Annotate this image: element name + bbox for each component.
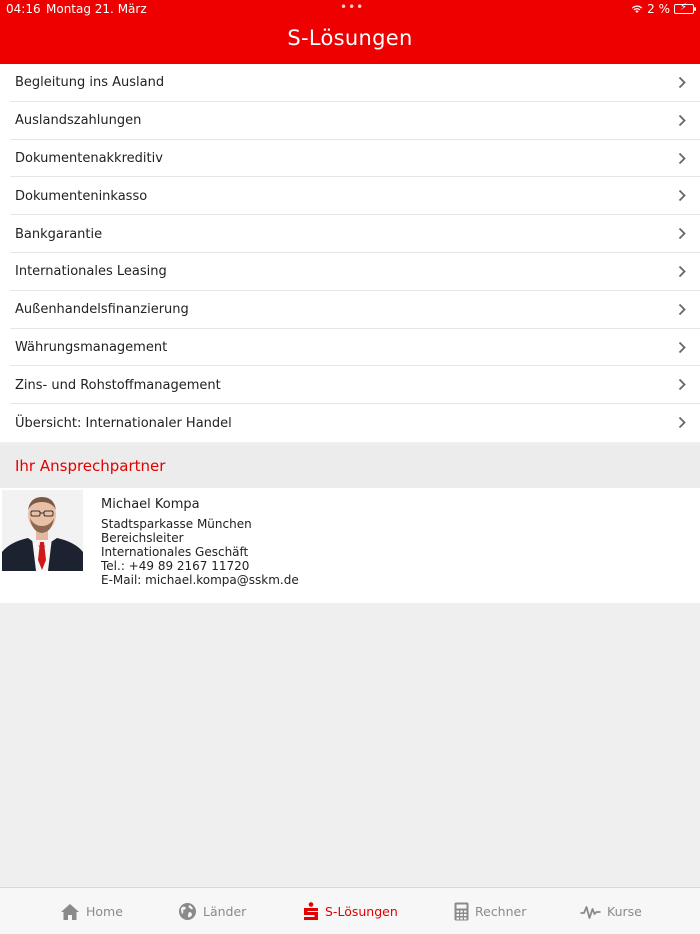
list-item-label: Bankgarantie — [15, 226, 103, 242]
list-item[interactable] — [0, 366, 700, 404]
chevron-right-icon — [678, 76, 686, 89]
chart-line-icon — [580, 904, 601, 920]
tab-laender[interactable] — [178, 888, 246, 934]
contact-department: Internationales Geschäft — [101, 545, 249, 559]
status-indicators — [631, 2, 694, 16]
contact-email[interactable]: E-Mail: michael.kompa@sskm.de — [101, 573, 299, 587]
battery-icon — [674, 4, 694, 14]
list-item[interactable] — [0, 329, 700, 367]
list-item-label: Zins- und Rohstoffmanagement — [15, 377, 221, 393]
page-title: S-Lösungen — [287, 26, 413, 50]
list-item-label: Außenhandelsfinanzierung — [15, 302, 189, 318]
list-item-label: Übersicht: Internationaler Handel — [15, 415, 232, 431]
contact-phone[interactable]: Tel.: +49 89 2167 11720 — [101, 559, 250, 573]
avatar — [2, 490, 83, 571]
list-item[interactable] — [0, 291, 700, 329]
charging-bolt-icon: ⚡ — [680, 2, 688, 13]
list-item-label: Begleitung ins Ausland — [15, 75, 165, 91]
chevron-right-icon — [678, 416, 686, 429]
home-icon — [60, 903, 80, 921]
tab-kurse[interactable] — [580, 888, 642, 934]
list-item[interactable] — [0, 140, 700, 178]
list-item[interactable] — [0, 177, 700, 215]
tab-label: Home — [86, 904, 123, 919]
list-item-label: Dokumenteninkasso — [15, 188, 148, 204]
list-item[interactable] — [0, 215, 700, 253]
chevron-right-icon — [678, 189, 686, 202]
chevron-right-icon — [678, 341, 686, 354]
solutions-list — [0, 64, 700, 442]
list-item-label: Währungsmanagement — [15, 339, 168, 355]
chevron-right-icon — [678, 152, 686, 165]
chevron-right-icon — [678, 265, 686, 278]
chevron-right-icon — [678, 114, 686, 127]
contact-details — [101, 517, 299, 587]
contact-name: Michael Kompa — [101, 497, 200, 512]
list-item[interactable] — [0, 404, 700, 442]
list-item[interactable] — [0, 102, 700, 140]
list-item-label: Dokumentenakkreditiv — [15, 150, 163, 166]
list-item[interactable] — [0, 253, 700, 291]
status-date: Montag 21. März — [46, 2, 147, 16]
globe-icon — [178, 902, 197, 921]
navigation-bar — [0, 0, 700, 64]
chevron-right-icon — [678, 303, 686, 316]
sparkasse-s-icon — [303, 902, 319, 921]
battery-percent: 2 % — [647, 2, 670, 16]
section-title: Ihr Ansprechpartner — [15, 457, 166, 475]
section-header-contact — [0, 444, 700, 488]
contact-card — [0, 488, 700, 603]
wifi-icon — [631, 4, 643, 14]
calculator-icon — [454, 902, 469, 921]
contact-role: Bereichsleiter — [101, 531, 184, 545]
tab-label: S-Lösungen — [325, 904, 398, 919]
tab-label: Kurse — [607, 904, 642, 919]
chevron-right-icon — [678, 227, 686, 240]
chevron-right-icon — [678, 378, 686, 391]
tab-bar — [0, 887, 700, 934]
status-time: 04:16 — [6, 2, 41, 16]
contact-institution: Stadtsparkasse München — [101, 517, 252, 531]
tab-label: Rechner — [475, 904, 527, 919]
tab-home[interactable] — [60, 888, 123, 934]
list-item-label: Auslandszahlungen — [15, 113, 142, 129]
tab-rechner[interactable] — [454, 888, 526, 934]
contact-photo — [2, 490, 83, 571]
multitask-dots[interactable]: ••• — [340, 0, 365, 14]
tab-s-loesungen[interactable] — [303, 888, 398, 934]
list-item-label: Internationales Leasing — [15, 264, 167, 280]
tab-label: Länder — [203, 904, 247, 919]
list-item[interactable] — [0, 64, 700, 102]
